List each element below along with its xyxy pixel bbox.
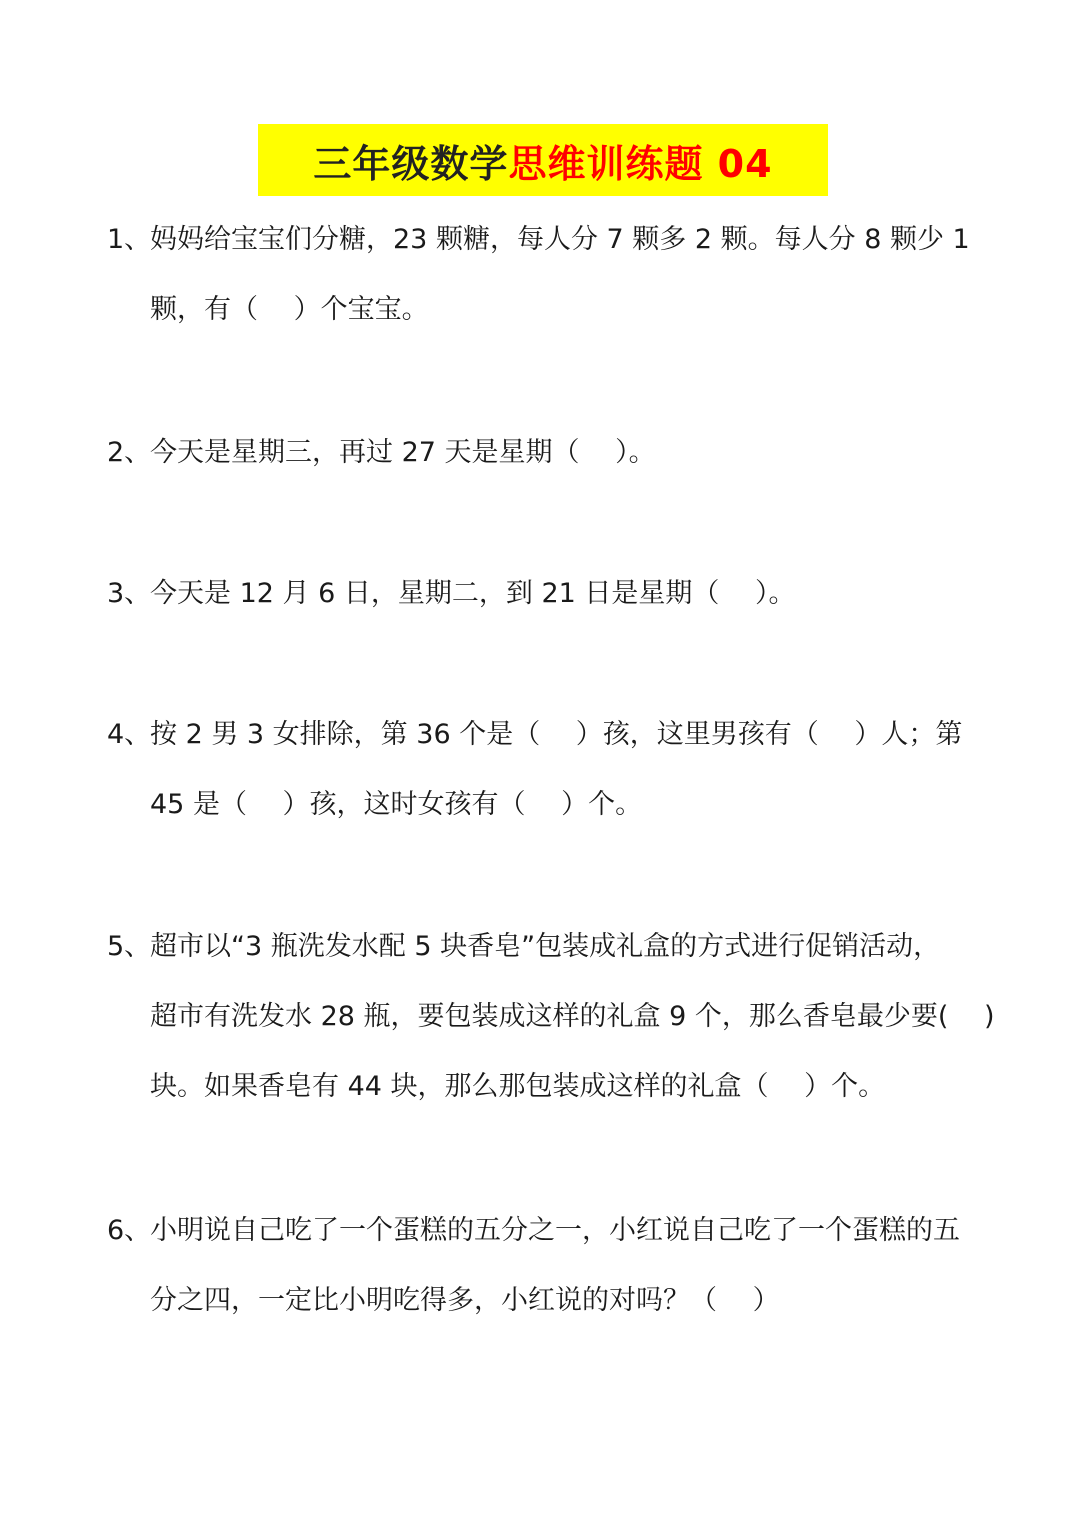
question-6 bbox=[0, 1196, 1080, 1336]
question-line: 45 是（ ）孩，这时女孩有（ ）个。 bbox=[150, 789, 643, 820]
question-line: 按 2 男 3 女排除，第 36 个是（ ）孩，这里男孩有（ ）人；第 bbox=[150, 719, 963, 750]
question-number: 2、 bbox=[107, 437, 152, 468]
question-3 bbox=[0, 559, 1080, 629]
question-2 bbox=[0, 418, 1080, 488]
title-part-topic: 思维训练题 04 bbox=[508, 141, 773, 186]
question-number: 5、 bbox=[107, 931, 152, 962]
question-number: 1、 bbox=[107, 224, 152, 255]
title-part-grade: 三年级数学 bbox=[313, 141, 509, 186]
question-line: 分之四，一定比小明吃得多，小红说的对吗？（ ） bbox=[150, 1285, 780, 1316]
question-line: 妈妈给宝宝们分糖，23 颗糖，每人分 7 颗多 2 颗。每人分 8 颗少 1 bbox=[150, 224, 970, 255]
question-number: 3、 bbox=[107, 578, 152, 609]
question-line: 块。如果香皂有 44 块，那么那包装成这样的礼盒（ ）个。 bbox=[150, 1071, 886, 1102]
question-number: 4、 bbox=[107, 719, 152, 750]
question-5 bbox=[0, 912, 1080, 1122]
question-line: 超市有洗发水 28 瓶，要包装成这样的礼盒 9 个，那么香皂最少要( ) bbox=[150, 1001, 995, 1032]
page-title bbox=[313, 133, 772, 188]
title-banner bbox=[258, 124, 828, 196]
question-4 bbox=[0, 700, 1080, 840]
question-line: 小明说自己吃了一个蛋糕的五分之一，小红说自己吃了一个蛋糕的五 bbox=[150, 1215, 960, 1246]
question-line: 今天是 12 月 6 日，星期二，到 21 日是星期（ ）。 bbox=[150, 578, 796, 609]
question-line: 超市以“3 瓶洗发水配 5 块香皂”包装成礼盒的方式进行促销活动， bbox=[150, 931, 941, 962]
question-line: 颗，有（ ）个宝宝。 bbox=[150, 294, 429, 325]
question-1 bbox=[0, 205, 1080, 345]
question-line: 今天是星期三，再过 27 天是星期（ ）。 bbox=[150, 437, 656, 468]
question-number: 6、 bbox=[107, 1215, 152, 1246]
